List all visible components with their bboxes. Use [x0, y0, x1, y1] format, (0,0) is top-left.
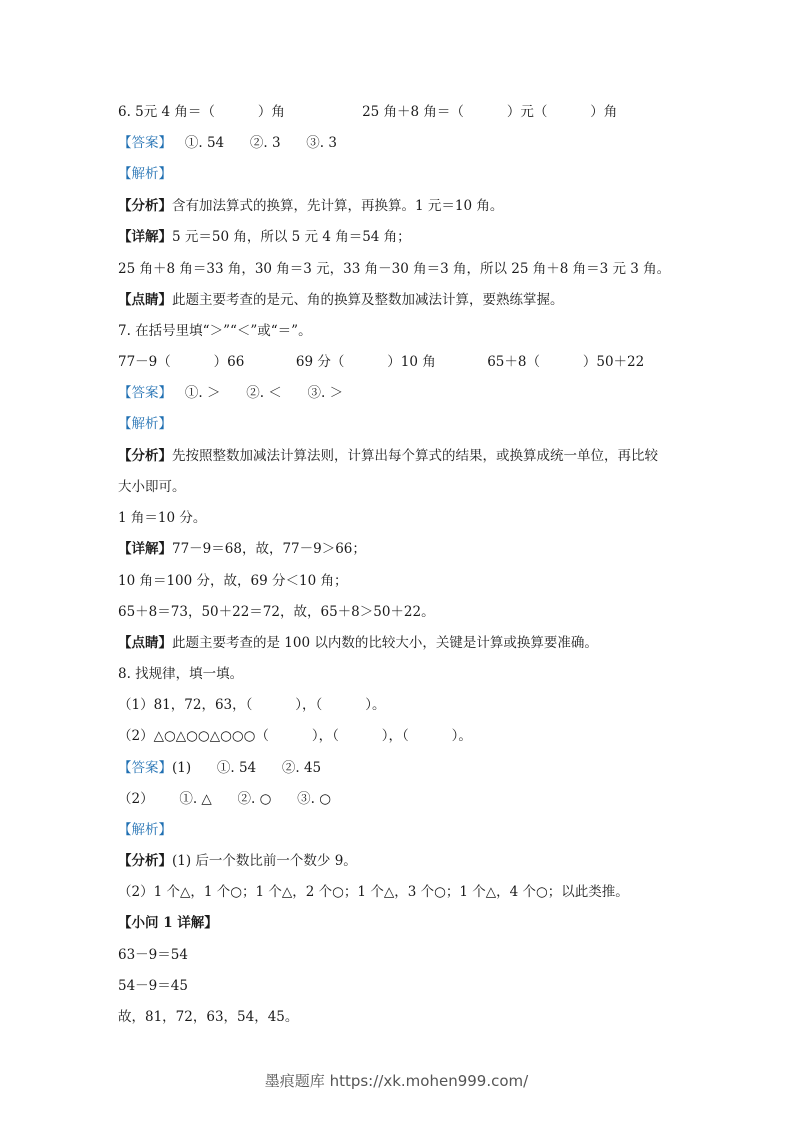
- xiangjie-label: 【详解】: [118, 541, 172, 557]
- q8-calc1: 63－9＝54: [118, 947, 188, 963]
- q7-items: 77－9（ ）66 69 分（ ）10 角 65＋8（ ）50＋22: [118, 354, 645, 370]
- q7-analysis-label: 【解析】: [118, 416, 172, 432]
- q8-fenxi-line2: （2）1 个△，1 个○；1 个△，2 个○；1 个△，3 个○；1 个△，4 个○；以此类推。: [118, 884, 629, 900]
- fenxi-label: 【分析】: [118, 448, 172, 464]
- q7-xiangjie-line3: 65＋8＝73，50＋22＝72，故，65＋8＞50＋22。: [118, 604, 435, 620]
- fenxi-text: 先按照整数加减法计算法则，计算出每个算式的结果，或换算成统一单位，再比较: [172, 448, 658, 464]
- q8-question: 8. 找规律，填一填。: [118, 666, 244, 682]
- q7-question: 7. 在括号里填“＞”“＜”或“＝”。: [118, 323, 312, 339]
- answer-text: ①. 54 ②. 3 ③. 3: [172, 135, 337, 151]
- answer-label: 【答案】: [118, 385, 172, 401]
- q7-dianjing: [118, 634, 598, 652]
- xiangjie-text: 77－9＝68，故，77－9＞66；: [172, 541, 366, 557]
- q6-question: 6. 5元 4 角＝（ ）角 25 角＋8 角＝（ ）元（ ）角: [118, 104, 618, 120]
- q7-fenxi-line2: 大小即可。: [118, 479, 186, 495]
- q8-calc2: 54－9＝45: [118, 978, 188, 994]
- answer-text: ①. ＞ ②. ＜ ③. ＞: [172, 385, 344, 401]
- dianjing-label: 【点睛】: [118, 292, 172, 308]
- q7-xiangjie-line2: 10 角＝100 分，故，69 分＜10 角；: [118, 573, 348, 589]
- q6-dianjing: [118, 291, 564, 309]
- q8-analysis-label: 【解析】: [118, 822, 172, 838]
- answer-label: 【答案】: [118, 760, 172, 776]
- q8-fenxi: [118, 852, 357, 870]
- q6-answer: [118, 134, 337, 152]
- fenxi-label: 【分析】: [118, 853, 172, 869]
- footer-watermark: 墨痕题库 https://xk.mohen999.com/: [264, 1072, 529, 1090]
- dianjing-text: 此题主要考查的是 100 以内数的比较大小，关键是计算或换算要准确。: [172, 635, 598, 651]
- q7-answer: [118, 384, 343, 402]
- q7-fenxi-line3: 1 角＝10 分。: [118, 510, 207, 526]
- fenxi-text: 含有加法算式的换算，先计算，再换算。1 元＝10 角。: [172, 198, 504, 214]
- q6-fenxi: [118, 197, 503, 215]
- q8-xiaowen-label: 【小问 1 详解】: [118, 915, 218, 931]
- q6-xiangjie-line2: 25 角＋8 角＝33 角，30 角＝3 元，33 角－30 角＝3 角，所以 25 角＋8 角＝3 元 3 角。: [118, 261, 671, 277]
- q8-part2: （2）△○△○○△○○○（ ），（ ），（ ）。: [118, 728, 472, 744]
- answer-label: 【答案】: [118, 135, 172, 151]
- fenxi-text: (1) 后一个数比前一个数少 9。: [172, 853, 357, 869]
- q8-conclusion: 故，81，72，63，54，45。: [118, 1009, 299, 1025]
- dianjing-label: 【点睛】: [118, 635, 172, 651]
- answer-part1: (1) ①. 54 ②. 45: [172, 760, 322, 776]
- q7-fenxi: [118, 447, 658, 465]
- xiangjie-label: 【详解】: [118, 229, 172, 245]
- q8-part1: （1）81，72，63，（ ），（ ）。: [118, 697, 386, 713]
- xiangjie-text: 5 元＝50 角，所以 5 元 4 角＝54 角；: [172, 229, 411, 245]
- q8-answer-part2: （2） ①. △ ②. ○ ③. ○: [118, 791, 332, 807]
- q8-answer: [118, 759, 321, 777]
- dianjing-text: 此题主要考查的是元、角的换算及整数加减法计算，要熟练掌握。: [172, 292, 564, 308]
- q6-xiangjie: [118, 228, 411, 246]
- q6-analysis-label: 【解析】: [118, 166, 172, 182]
- fenxi-label: 【分析】: [118, 198, 172, 214]
- q7-xiangjie: [118, 540, 366, 558]
